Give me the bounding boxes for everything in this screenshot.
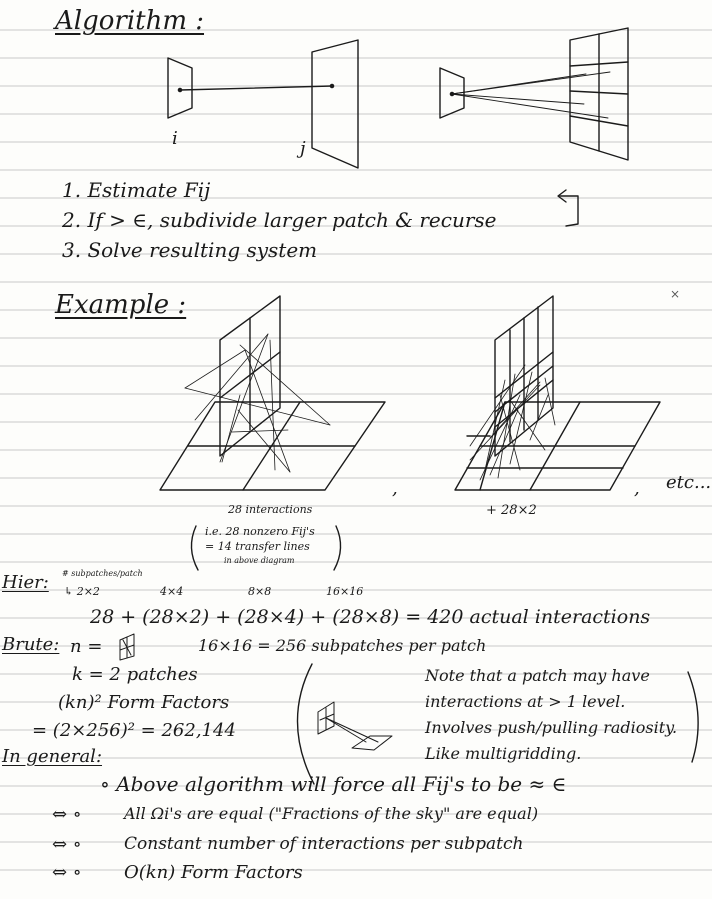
side-note-line-4: Like multigridding. bbox=[425, 744, 582, 763]
example-diagram-right bbox=[455, 296, 660, 490]
hier-col-3: 8×8 bbox=[248, 585, 272, 598]
hier-note-small: # subpatches/patch bbox=[62, 569, 143, 578]
push-pull-diagram bbox=[318, 702, 392, 750]
brute-k: k = 2 patches bbox=[72, 664, 198, 685]
right-caption: + 28×2 bbox=[486, 503, 537, 518]
right-comma: , bbox=[634, 478, 640, 499]
heading-hier: Hier: bbox=[2, 572, 49, 593]
note-bracket-left bbox=[191, 526, 198, 570]
side-note-parenthesis-left bbox=[297, 664, 314, 784]
general-bullet-3-prefix: ⇔ ∘ bbox=[52, 834, 82, 855]
note-line-1: i.e. 28 nonzero Fij's bbox=[205, 525, 315, 538]
side-note-line-3: Involves push/pulling radiosity. bbox=[425, 718, 678, 737]
label-j: j bbox=[300, 138, 306, 159]
page-mark: × bbox=[670, 287, 681, 301]
label-i: i bbox=[172, 128, 178, 149]
etc-label: etc... bbox=[666, 472, 712, 493]
step-3: 3. Solve resulting system bbox=[62, 238, 318, 262]
general-bullet-2: All Ωi's are equal ("Fractions of the sky" are equal) bbox=[124, 804, 539, 823]
brute-n-eq: n = bbox=[70, 636, 103, 657]
note-line-3: in above diagram bbox=[224, 556, 295, 565]
side-note-line-1: Note that a patch may have bbox=[425, 666, 650, 685]
heading-in-general: In general: bbox=[2, 746, 103, 767]
brute-subpatches: 16×16 = 256 subpatches per patch bbox=[198, 636, 487, 655]
hier-col-1: ↳ 2×2 bbox=[64, 585, 100, 598]
hier-col-4: 16×16 bbox=[326, 585, 364, 598]
brute-result: = (2×256)² = 262,144 bbox=[32, 720, 236, 741]
step-2: 2. If > ∈, subdivide larger patch & recurse bbox=[62, 208, 497, 232]
side-note-line-2: interactions at > 1 level. bbox=[425, 692, 626, 711]
heading-algorithm: Algorithm : bbox=[55, 6, 205, 36]
ruled-lines bbox=[0, 30, 712, 870]
left-caption: 28 interactions bbox=[228, 503, 313, 516]
subdivided-patch-icon bbox=[120, 634, 134, 660]
general-bullet-4: O(kn) Form Factors bbox=[124, 862, 303, 883]
general-bullet-4-prefix: ⇔ ∘ bbox=[52, 862, 82, 883]
example-diagram-left bbox=[160, 296, 385, 490]
hier-col-2: 4×4 bbox=[160, 585, 184, 598]
heading-example: Example : bbox=[55, 290, 187, 320]
heading-brute: Brute: bbox=[2, 634, 60, 655]
left-comma: , bbox=[392, 478, 398, 499]
hier-equation: 28 + (28×2) + (28×4) + (28×8) = 420 actual interactions bbox=[90, 606, 651, 628]
brute-kn2: (kn)² Form Factors bbox=[58, 692, 230, 713]
note-bracket-right bbox=[334, 526, 341, 570]
general-bullet-2-prefix: ⇔ ∘ bbox=[52, 804, 82, 825]
note-line-2: = 14 transfer lines bbox=[205, 540, 310, 553]
general-bullet-1: ∘ Above algorithm will force all Fij's to be ≈ ∈ bbox=[100, 772, 567, 796]
recurse-arrow bbox=[558, 190, 578, 226]
subdivided-patch-diagram bbox=[440, 28, 628, 160]
patch-pair-diagram bbox=[168, 40, 358, 168]
step-1: 1. Estimate Fij bbox=[62, 178, 211, 202]
side-note-parenthesis-right bbox=[688, 672, 698, 762]
general-bullet-3: Constant number of interactions per subpatch bbox=[124, 834, 524, 854]
